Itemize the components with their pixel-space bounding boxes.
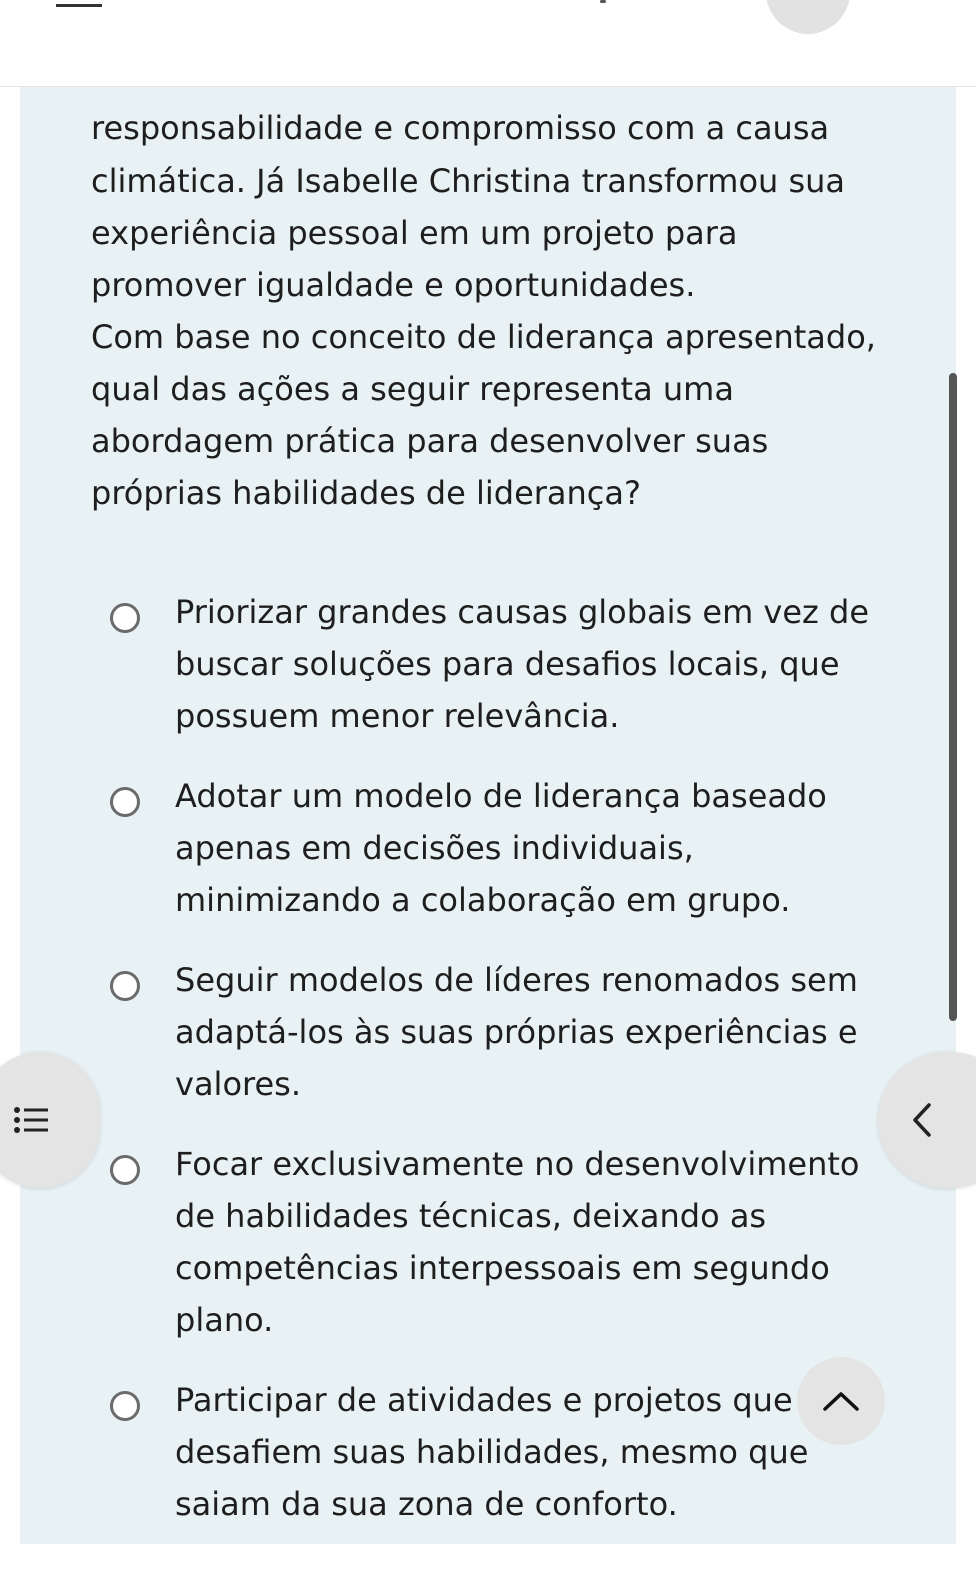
answer-option-text: Adotar um modelo de liderança baseado apenas em decisões individuais, minimizando a colaboração em grupo.: [175, 777, 827, 919]
answer-option-text: Seguir modelos de líderes renomados sem adaptá-los às suas próprias experiências e valores.: [175, 961, 858, 1103]
answer-option-text: Focar exclusivamente no desenvolvimento de habilidades técnicas, deixando as competências interpessoais em segundo plano.: [175, 1145, 860, 1339]
radio-button[interactable]: [110, 1155, 140, 1185]
chevron-up-icon: [823, 1391, 859, 1411]
answer-option-text: Participar de atividades e projetos que desafiem suas habilidades, mesmo que saiam da sua zona de conforto.: [175, 1381, 809, 1523]
top-action-button[interactable]: [766, 0, 850, 34]
list-icon: [14, 1106, 48, 1134]
scrollbar[interactable]: [949, 373, 957, 1021]
answer-option-text: Priorizar grandes causas globais em vez de buscar soluções para desafios locais, que possuem menor relevância.: [175, 593, 870, 735]
radio-button[interactable]: [110, 603, 140, 633]
question-line: abordagem prática para desenvolver suas: [91, 422, 769, 460]
question-line: climática. Já Isabelle Christina transformou sua: [91, 162, 846, 200]
question-card: [20, 40, 956, 1544]
radio-button[interactable]: [110, 787, 140, 817]
table-of-contents-button[interactable]: [0, 1052, 100, 1188]
question-partial-line: responsabilidade e compromisso com a causa: [91, 109, 830, 147]
menu-icon[interactable]: [56, 4, 102, 7]
top-bar: [0, 0, 976, 87]
question-line: promover igualdade e oportunidades.: [91, 266, 696, 304]
radio-button[interactable]: [110, 971, 140, 1001]
indicator-mark: [600, 0, 606, 3]
question-line: qual das ações a seguir representa uma: [91, 370, 734, 408]
chevron-left-icon: [912, 1103, 932, 1137]
question-line: experiência pessoal em um projeto para: [91, 214, 738, 252]
question-line: próprias habilidades de liderança?: [91, 474, 641, 512]
question-line: Com base no conceito de liderança apresentado,: [91, 318, 876, 356]
radio-button[interactable]: [110, 1391, 140, 1421]
scroll-to-top-button[interactable]: [797, 1357, 885, 1445]
